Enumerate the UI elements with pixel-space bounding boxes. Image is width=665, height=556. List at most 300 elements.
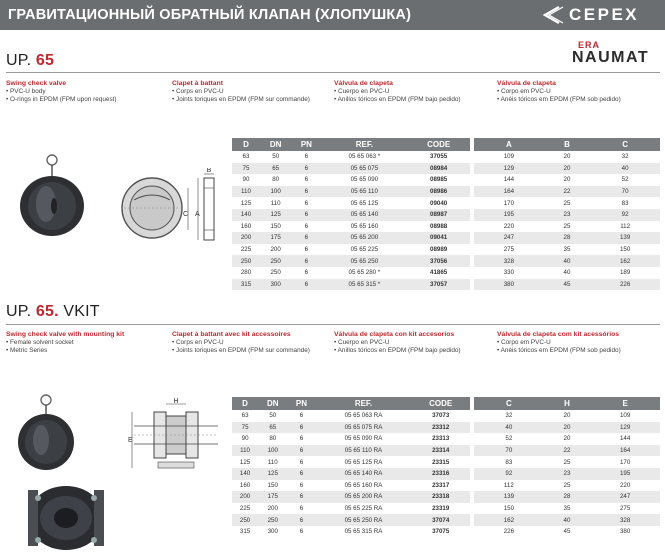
table-cell: 05 65 160 bbox=[350, 222, 379, 230]
section2-title-num: 65. bbox=[35, 303, 59, 320]
table-header: DN bbox=[260, 138, 291, 151]
table-cell: 144 bbox=[503, 176, 515, 184]
table-cell: 6 bbox=[304, 222, 309, 230]
table-cell: 6 bbox=[287, 468, 315, 480]
table-cell: 08988 bbox=[430, 222, 448, 230]
table-cell: 05 65 063 * bbox=[348, 153, 381, 161]
table-header: D bbox=[232, 397, 258, 410]
table-cell: 139 bbox=[590, 232, 660, 244]
table-cell: 250 bbox=[260, 255, 291, 267]
table-cell: 45 bbox=[544, 279, 591, 291]
table-cell: 40 bbox=[544, 255, 591, 267]
table-cell: 164 bbox=[590, 445, 660, 457]
table-cell: 6 bbox=[304, 153, 309, 161]
table-cell: 6 bbox=[299, 412, 304, 420]
table-cell: 20 bbox=[544, 422, 591, 434]
col-item: • Anéis tóricos em EPDM (FPM sob pedido) bbox=[497, 347, 637, 355]
table-cell: 6 bbox=[291, 232, 321, 244]
col-head: Swing check valve with mounting kit bbox=[6, 331, 125, 338]
table-row bbox=[474, 410, 660, 422]
table-cell: 05 65 315 RA bbox=[344, 528, 383, 536]
table-cell: 08989 bbox=[430, 246, 448, 254]
table-cell: 37055 bbox=[430, 153, 448, 161]
table-cell: 226 bbox=[503, 528, 515, 536]
table-cell: 275 bbox=[503, 246, 515, 254]
table-cell: 08985 bbox=[430, 176, 448, 184]
table-cell: 23316 bbox=[411, 468, 470, 480]
section1-title-num: 65 bbox=[35, 52, 55, 69]
table-cell: 05 65 125 RA bbox=[344, 458, 383, 466]
table-cell: 22 bbox=[544, 186, 591, 198]
table-cell: 90 bbox=[241, 435, 249, 443]
col-item: • PVC-U body bbox=[6, 88, 156, 96]
table-cell: 50 bbox=[269, 412, 277, 420]
table-cell: 110 bbox=[232, 186, 260, 198]
table-row bbox=[232, 433, 470, 445]
table-cell: 6 bbox=[299, 505, 304, 513]
section1-rule bbox=[6, 72, 660, 73]
table-cell: 40 bbox=[474, 422, 544, 434]
table-cell: 65 bbox=[260, 163, 291, 175]
section1-table-main bbox=[232, 138, 470, 290]
table-row bbox=[474, 526, 660, 538]
table-cell: 32 bbox=[621, 153, 629, 161]
table-cell: 6 bbox=[291, 255, 321, 267]
table-cell: 6 bbox=[304, 199, 309, 207]
table-cell: 6 bbox=[299, 458, 304, 466]
table-header: D bbox=[232, 138, 260, 151]
table-cell: 05 65 063 RA bbox=[344, 412, 383, 420]
table-cell: 226 bbox=[590, 279, 660, 291]
table-cell: 380 bbox=[474, 279, 544, 291]
table-cell: 35 bbox=[563, 246, 571, 254]
table-row bbox=[232, 244, 470, 256]
section1-col-fr bbox=[172, 80, 312, 104]
table-row bbox=[232, 514, 470, 526]
cepex-mark-icon bbox=[539, 5, 565, 25]
table-cell: 75 bbox=[232, 422, 258, 434]
table-header: CODE bbox=[407, 138, 470, 151]
table-cell: 20 bbox=[563, 176, 571, 184]
col-head: Clapet à battant bbox=[172, 80, 223, 87]
table-row bbox=[232, 209, 470, 221]
table-cell: 63 bbox=[242, 153, 250, 161]
table-cell: 125 bbox=[240, 199, 252, 207]
table-cell: 09040 bbox=[430, 199, 448, 207]
table-row bbox=[232, 468, 470, 480]
col-item: • Joints toriques en EPDM (FPM sur commande) bbox=[172, 347, 312, 355]
table-cell: 6 bbox=[291, 186, 321, 198]
section2-col-fr bbox=[172, 331, 312, 355]
table-cell: 05 65 225 bbox=[350, 246, 379, 254]
table-cell: 25 bbox=[563, 222, 571, 230]
table-cell: 162 bbox=[474, 514, 544, 526]
table-cell: 300 bbox=[267, 528, 278, 536]
table-cell: 6 bbox=[304, 246, 309, 254]
section2-col-pt bbox=[497, 331, 637, 355]
table-row bbox=[232, 174, 470, 186]
col-head: Válvula de clapeta bbox=[497, 80, 556, 87]
col-item: • O-rings in EPDM (FPM upon request) bbox=[6, 96, 156, 104]
table-cell: 08984 bbox=[407, 163, 470, 175]
table-cell: 328 bbox=[474, 255, 544, 267]
table-cell: 6 bbox=[299, 481, 304, 489]
table-row bbox=[474, 468, 660, 480]
valve-dimension-drawing bbox=[112, 168, 226, 250]
table-cell: 05 65 140 bbox=[321, 209, 407, 221]
table-header: REF. bbox=[316, 397, 412, 410]
table-cell: 05 65 200 RA bbox=[316, 491, 412, 503]
table-header: PN bbox=[287, 397, 315, 410]
table-cell: 20 bbox=[563, 412, 571, 420]
table-cell: 170 bbox=[503, 199, 515, 207]
table-cell: 32 bbox=[505, 412, 513, 420]
table-row bbox=[474, 209, 660, 221]
section1-col-pt bbox=[497, 80, 637, 104]
col-item: • Cuerpo en PVC-U bbox=[334, 339, 474, 347]
table-cell: 40 bbox=[563, 269, 571, 277]
col-head: Clapet à battant avec kit accessoires bbox=[172, 331, 291, 338]
table-cell: 250 bbox=[232, 514, 258, 526]
table-cell: 6 bbox=[291, 209, 321, 221]
table-cell: 05 65 090 bbox=[350, 176, 379, 184]
table-cell: 6 bbox=[304, 269, 309, 277]
table-cell: 110 bbox=[232, 445, 258, 457]
table-cell: 05 65 075 bbox=[321, 163, 407, 175]
table-cell: 6 bbox=[287, 514, 315, 526]
table-cell: 110 bbox=[267, 458, 278, 466]
table-cell: 200 bbox=[232, 232, 260, 244]
table-cell: 08987 bbox=[407, 209, 470, 221]
table-row bbox=[474, 456, 660, 468]
table-cell: 300 bbox=[260, 279, 291, 291]
table-cell: 75 bbox=[232, 163, 260, 175]
table-row bbox=[232, 267, 470, 279]
table-cell: 23318 bbox=[411, 491, 470, 503]
table-cell: 144 bbox=[619, 435, 631, 443]
table-header: E bbox=[590, 397, 660, 410]
table-cell: 112 bbox=[503, 481, 514, 489]
table-row bbox=[474, 445, 660, 457]
table-cell: 05 65 250 RA bbox=[316, 514, 412, 526]
table-cell: 83 bbox=[505, 458, 513, 466]
table-row bbox=[232, 232, 470, 244]
table-cell: 6 bbox=[287, 445, 315, 457]
table-cell: 100 bbox=[258, 445, 287, 457]
table-cell: 05 65 090 RA bbox=[344, 435, 383, 443]
col-head: Swing check valve bbox=[6, 80, 67, 87]
table-cell: 125 bbox=[260, 209, 291, 221]
table-header: H bbox=[544, 397, 591, 410]
table-cell: 129 bbox=[590, 422, 660, 434]
table-cell: 37057 bbox=[407, 279, 470, 291]
table-cell: 23317 bbox=[432, 481, 450, 489]
table-cell: 52 bbox=[505, 435, 513, 443]
table-cell: 250 bbox=[258, 514, 287, 526]
table-cell: 6 bbox=[304, 176, 309, 184]
table-cell: 52 bbox=[621, 176, 629, 184]
col-item: • Corpo em PVC-U bbox=[497, 339, 637, 347]
table-cell: 100 bbox=[260, 186, 291, 198]
table-header: REF. bbox=[321, 138, 407, 151]
table-cell: 23313 bbox=[432, 435, 450, 443]
table-row bbox=[232, 221, 470, 233]
cepex-logo-text: CEPEX bbox=[569, 5, 640, 24]
table-row bbox=[232, 279, 470, 291]
table-cell: 28 bbox=[544, 491, 591, 503]
table-cell: 247 bbox=[474, 232, 544, 244]
table-cell: 110 bbox=[270, 199, 281, 207]
table-cell: 05 65 125 bbox=[350, 199, 379, 207]
table-cell: 37074 bbox=[411, 514, 470, 526]
table-cell: 65 bbox=[258, 422, 287, 434]
table-cell: 23312 bbox=[411, 422, 470, 434]
table-row bbox=[232, 186, 470, 198]
table-header: C bbox=[590, 138, 660, 151]
table-cell: 92 bbox=[474, 468, 544, 480]
table-header: C bbox=[474, 397, 544, 410]
table-cell: 140 bbox=[232, 209, 260, 221]
col-item: • Anillos tóricos en EPDM (FPM bajo pedido) bbox=[334, 96, 474, 104]
table-cell: 09041 bbox=[407, 232, 470, 244]
table-row bbox=[232, 456, 470, 468]
table-row bbox=[232, 491, 470, 503]
table-cell: 250 bbox=[270, 269, 281, 277]
table-cell: 175 bbox=[258, 491, 287, 503]
table-row bbox=[474, 255, 660, 267]
section2-col-en bbox=[6, 331, 156, 355]
brand-logo-top: ERA bbox=[578, 40, 601, 50]
dim-label-h: H bbox=[173, 398, 179, 405]
table-cell: 25 bbox=[563, 481, 571, 489]
table-cell: 90 bbox=[242, 176, 250, 184]
table-cell: 160 bbox=[239, 481, 251, 489]
table-header: CODE bbox=[411, 397, 470, 410]
table-cell: 28 bbox=[544, 232, 591, 244]
table-cell: 25 bbox=[563, 458, 571, 466]
brand-logo bbox=[572, 40, 660, 70]
table-row bbox=[232, 445, 470, 457]
col-item: • Corps en PVC-U bbox=[172, 339, 312, 347]
table-cell: 23314 bbox=[411, 445, 470, 457]
col-head: Válvula de clapeta com kit acessórios bbox=[497, 331, 620, 338]
table-cell: 150 bbox=[270, 222, 281, 230]
section2-title-suffix: VKIT bbox=[63, 303, 100, 320]
section2-table-main bbox=[232, 397, 470, 538]
table-cell: 23315 bbox=[432, 458, 450, 466]
table-row bbox=[232, 480, 470, 492]
table-row bbox=[474, 503, 660, 515]
table-cell: 05 65 200 bbox=[321, 232, 407, 244]
table-cell: 6 bbox=[291, 163, 321, 175]
table-cell: 70 bbox=[590, 186, 660, 198]
table-cell: 22 bbox=[544, 445, 591, 457]
table-row bbox=[232, 163, 470, 175]
table-cell: 175 bbox=[260, 232, 291, 244]
table-cell: 380 bbox=[619, 528, 631, 536]
table-header: B bbox=[544, 138, 591, 151]
table-cell: 80 bbox=[272, 176, 280, 184]
table-cell: 05 65 225 RA bbox=[344, 505, 383, 513]
table-row bbox=[232, 503, 470, 515]
table-row bbox=[474, 514, 660, 526]
table-row bbox=[232, 526, 470, 538]
table-cell: 150 bbox=[503, 505, 515, 513]
col-item: • Cuerpo en PVC-U bbox=[334, 88, 474, 96]
table-row bbox=[474, 186, 660, 198]
brand-logo-text: NAUMAT bbox=[572, 49, 650, 66]
table-cell: 37056 bbox=[407, 255, 470, 267]
col-item: • Joints toriques en EPDM (FPM sur commande) bbox=[172, 96, 312, 104]
table-row bbox=[232, 197, 470, 209]
table-row bbox=[474, 433, 660, 445]
table-cell: 247 bbox=[590, 491, 660, 503]
table-cell: 05 65 075 RA bbox=[316, 422, 412, 434]
table-cell: 109 bbox=[619, 412, 631, 420]
table-cell: 23 bbox=[544, 209, 591, 221]
table-cell: 129 bbox=[474, 163, 544, 175]
table-cell: 200 bbox=[267, 505, 278, 513]
table-cell: 05 65 250 bbox=[321, 255, 407, 267]
table-cell: 162 bbox=[590, 255, 660, 267]
section1-col-es bbox=[334, 80, 474, 104]
section2-title-prefix: UP. bbox=[6, 303, 32, 320]
table-cell: 220 bbox=[503, 222, 515, 230]
table-cell: 05 65 110 RA bbox=[316, 445, 412, 457]
table-cell: 05 65 280 * bbox=[348, 269, 381, 277]
section1-table-dims bbox=[474, 138, 660, 290]
col-item: • Female solvent socket bbox=[6, 339, 156, 347]
table-cell: 08986 bbox=[407, 186, 470, 198]
table-row bbox=[474, 480, 660, 492]
table-cell: 50 bbox=[272, 153, 280, 161]
table-cell: 200 bbox=[270, 246, 281, 254]
table-row bbox=[474, 197, 660, 209]
table-cell: 05 65 110 bbox=[321, 186, 407, 198]
table-cell: 05 65 160 RA bbox=[344, 481, 383, 489]
section2-table-dims bbox=[474, 397, 660, 538]
table-row bbox=[474, 232, 660, 244]
col-head: Válvula de clapeta bbox=[334, 80, 393, 87]
section1-col-en bbox=[6, 80, 156, 104]
table-cell: 40 bbox=[590, 163, 660, 175]
table-cell: 6 bbox=[287, 491, 315, 503]
table-cell: 200 bbox=[232, 491, 258, 503]
table-row bbox=[474, 422, 660, 434]
col-item: • Anillos tóricos en EPDM (FPM bajo pedido) bbox=[334, 347, 474, 355]
table-cell: 41865 bbox=[430, 269, 448, 277]
table-cell: 37075 bbox=[432, 528, 450, 536]
table-row bbox=[474, 267, 660, 279]
section1-title bbox=[6, 52, 54, 70]
table-cell: 160 bbox=[240, 222, 252, 230]
table-row bbox=[232, 255, 470, 267]
section2-rule bbox=[6, 324, 660, 325]
table-row bbox=[232, 151, 470, 163]
table-row bbox=[474, 279, 660, 291]
table-cell: 6 bbox=[291, 279, 321, 291]
table-cell: 150 bbox=[619, 246, 631, 254]
col-item: • Corps en PVC-U bbox=[172, 88, 312, 96]
col-item: • Anéis tóricos em EPDM (FPM sob pedido) bbox=[497, 96, 637, 104]
valve-kit-photo bbox=[8, 390, 118, 554]
table-cell: 195 bbox=[590, 468, 660, 480]
col-head: Válvula de clapeta con kit accesorios bbox=[334, 331, 455, 338]
table-cell: 164 bbox=[474, 186, 544, 198]
table-cell: 225 bbox=[239, 505, 251, 513]
table-cell: 05 65 315 * bbox=[321, 279, 407, 291]
table-cell: 05 65 140 RA bbox=[316, 468, 412, 480]
table-cell: 112 bbox=[620, 222, 631, 230]
table-cell: 275 bbox=[619, 505, 631, 513]
table-row bbox=[474, 244, 660, 256]
dim-label-e: E bbox=[128, 437, 133, 444]
table-cell: 25 bbox=[563, 199, 571, 207]
table-cell: 37073 bbox=[432, 412, 450, 420]
cepex-logo bbox=[539, 3, 657, 27]
dim-label-a: A bbox=[195, 211, 200, 218]
table-row bbox=[232, 422, 470, 434]
table-cell: 315 bbox=[232, 279, 260, 291]
table-header: DN bbox=[258, 397, 287, 410]
section2-title bbox=[6, 303, 100, 321]
table-cell: 35 bbox=[563, 505, 571, 513]
section1-title-prefix: UP. bbox=[6, 52, 32, 69]
table-cell: 328 bbox=[590, 514, 660, 526]
table-row bbox=[474, 174, 660, 186]
table-cell: 189 bbox=[619, 269, 631, 277]
section2-col-es bbox=[334, 331, 474, 355]
table-row bbox=[474, 491, 660, 503]
table-cell: 20 bbox=[563, 153, 571, 161]
table-cell: 6 bbox=[299, 528, 304, 536]
table-row bbox=[232, 410, 470, 422]
table-cell: 315 bbox=[239, 528, 251, 536]
table-cell: 150 bbox=[267, 481, 278, 489]
table-cell: 125 bbox=[239, 458, 251, 466]
table-cell: 280 bbox=[240, 269, 252, 277]
table-cell: 92 bbox=[590, 209, 660, 221]
table-cell: 195 bbox=[474, 209, 544, 221]
table-cell: 139 bbox=[474, 491, 544, 503]
table-cell: 23 bbox=[544, 468, 591, 480]
table-cell: 330 bbox=[503, 269, 515, 277]
table-header: PN bbox=[291, 138, 321, 151]
table-cell: 6 bbox=[299, 435, 304, 443]
page-title: ГРАВИТАЦИОННЫЙ ОБРАТНЫЙ КЛАПАН (ХЛОПУШКА) bbox=[8, 7, 412, 23]
table-cell: 6 bbox=[287, 422, 315, 434]
table-header: A bbox=[474, 138, 544, 151]
table-cell: 83 bbox=[621, 199, 629, 207]
table-cell: 250 bbox=[232, 255, 260, 267]
dim-label-b: B bbox=[206, 168, 212, 174]
table-cell: 20 bbox=[544, 163, 591, 175]
table-row bbox=[474, 163, 660, 175]
table-cell: 140 bbox=[232, 468, 258, 480]
table-cell: 23319 bbox=[432, 505, 450, 513]
valve-photo bbox=[8, 150, 100, 240]
table-cell: 70 bbox=[474, 445, 544, 457]
table-cell: 80 bbox=[269, 435, 277, 443]
table-cell: 125 bbox=[258, 468, 287, 480]
table-cell: 109 bbox=[503, 153, 515, 161]
table-cell: 170 bbox=[619, 458, 631, 466]
table-cell: 225 bbox=[240, 246, 252, 254]
table-row bbox=[474, 151, 660, 163]
col-item: • Corpo em PVC-U bbox=[497, 88, 637, 96]
table-cell: 45 bbox=[563, 528, 571, 536]
table-cell: 63 bbox=[241, 412, 249, 420]
